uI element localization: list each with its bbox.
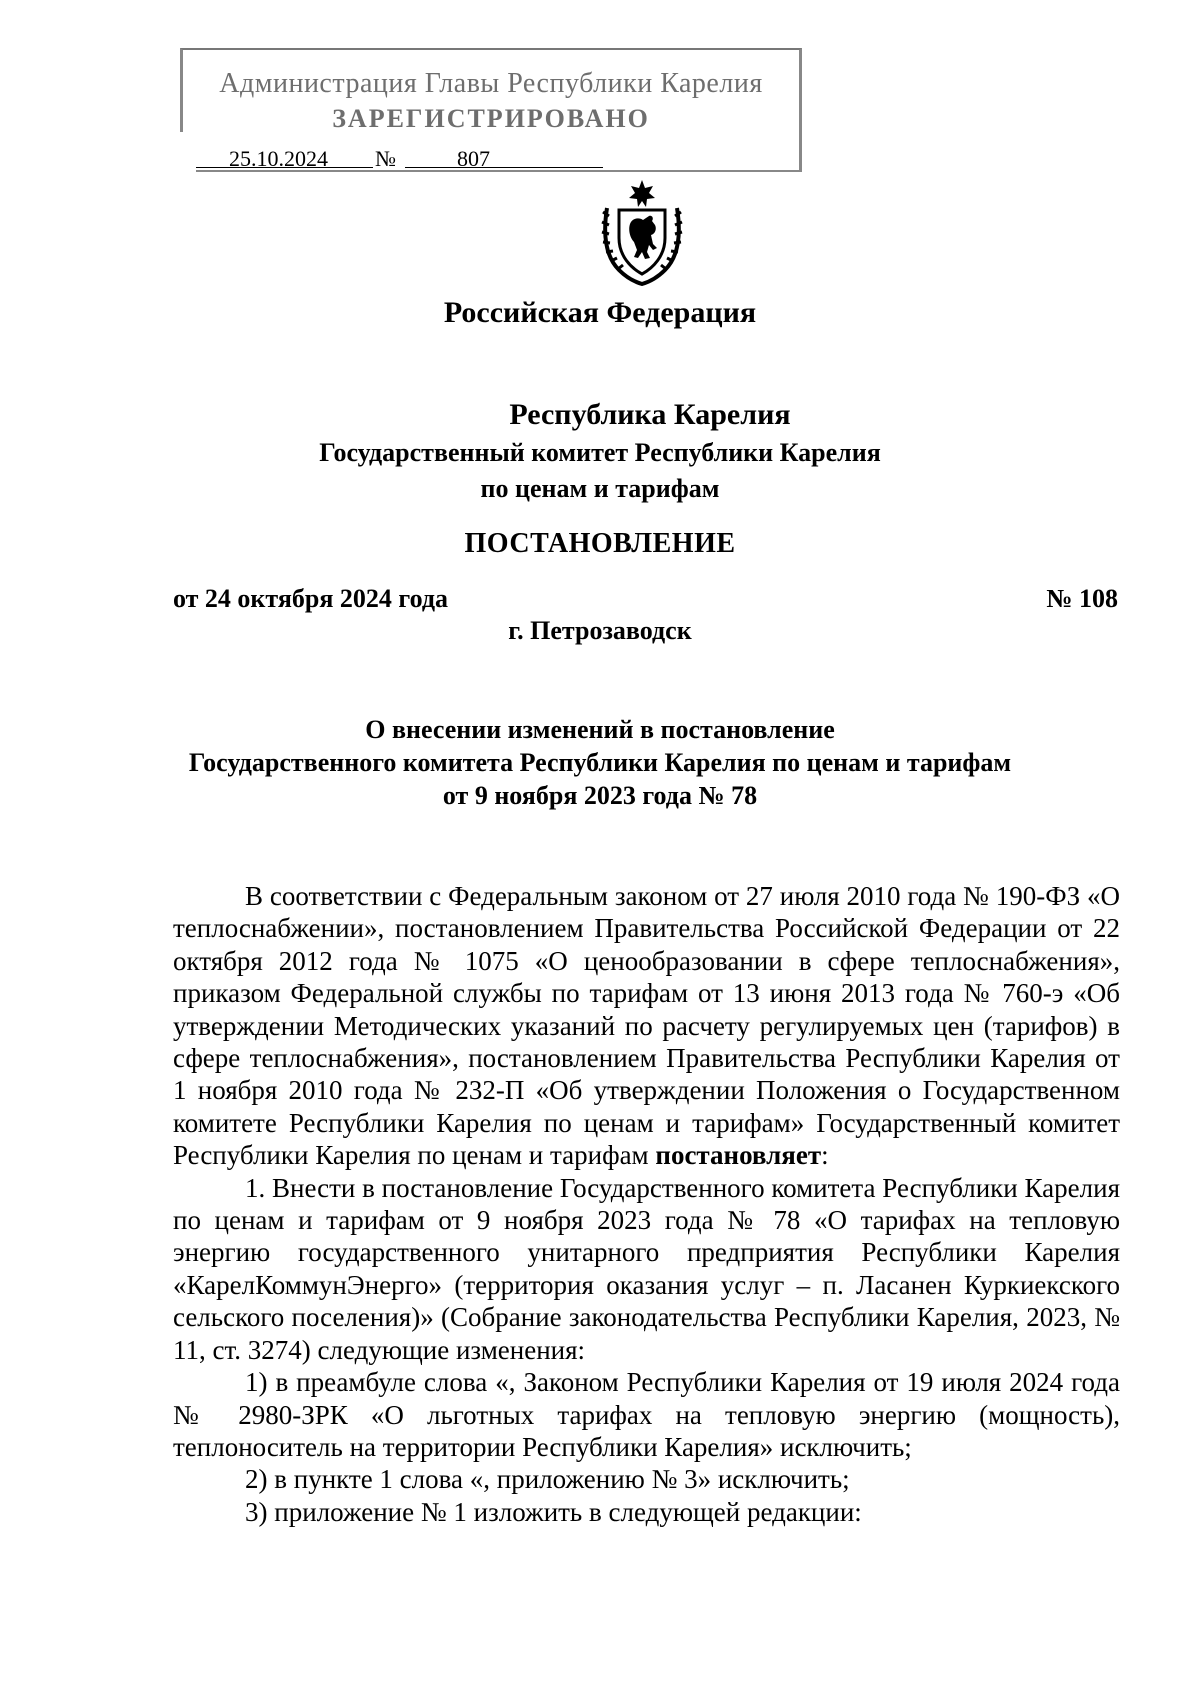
body-paragraph-item1: 1. Внести в постановление Государственного комитета Республики Карелия по ценам и тарифам от 9 ноября 2023 года № 78 «О тарифах на тепловую энергию государственного унитарного предприятия Республики Карелия «КарелКоммунЭнерго» (территория оказания услуг – п. Ласанен Куркиекского сельского поселения)» (Собрание законодательства Республики Карелия, 2023, № 11, ст. 3274) следующие изменения: bbox=[173, 1172, 1120, 1365]
body-paragraph-subitem3: 3) приложение № 1 изложить в следующей редакции: bbox=[245, 1496, 862, 1527]
body-paragraph-subitem1: 1) в преамбуле слова «, Законом Республики Карелия от 19 июля 2024 года № 2980-ЗРК «О льготных тарифах на тепловую энергию (мощность), теплоноситель на территории Республики Карелия» исключить; bbox=[173, 1367, 1120, 1462]
body-paragraph-subitem2: 2) в пункте 1 слова «, приложению № 3» исключить; bbox=[245, 1464, 850, 1495]
committee-heading-line1: Государственный комитет Республики Карелия bbox=[319, 438, 881, 467]
subject-line1: О внесении изменений в постановление bbox=[365, 715, 835, 744]
committee-heading-line2: по ценам и тарифам bbox=[480, 474, 720, 503]
stamp-number: 807 bbox=[457, 146, 490, 171]
republic-heading: Республика Карелия bbox=[509, 398, 791, 431]
stamp-status: ЗАРЕГИСТРИРОВАНО bbox=[332, 104, 650, 133]
subject-line3: от 9 ноября 2023 года № 78 bbox=[442, 781, 758, 810]
document-city: г. Петрозаводск bbox=[508, 616, 692, 645]
stamp-registration-line bbox=[183, 146, 603, 170]
karelia-emblem-icon bbox=[597, 178, 687, 286]
document-date: от 24 октября 2024 года bbox=[173, 584, 448, 613]
stamp-date: 25.10.2024 bbox=[229, 146, 328, 171]
country-heading: Российская Федерация bbox=[443, 296, 757, 329]
stamp-number-sign: № bbox=[375, 146, 396, 171]
registration-stamp bbox=[180, 48, 802, 172]
body-paragraph-preamble: В соответствии с Федеральным законом от 27 июля 2010 года № 190-ФЗ «О теплоснабжении», постановлением Правительства Российской Федерации от 22 октября 2012 года № 1075 «О ценообразовании в сфере теплоснабжения», приказом Федеральной службы по тарифам от 13 июня 2013 года № 760-э «Об утверждении Методических указаний по расчету регулируемых цен (тарифов) в сфере теплоснабжения», постановлением Правительства Республики Карелия от 1 ноября 2010 года № 232-П «Об утверждении Положения о Государственном комитете Республики Карелия по ценам и тарифам» Государственный комитет Республики Карелия по ценам и тарифам постановляет: bbox=[173, 881, 1120, 1171]
document-number: № 108 bbox=[1046, 584, 1118, 613]
subject-line2: Государственного комитета Республики Карелия по ценам и тарифам bbox=[188, 748, 1012, 777]
document-body bbox=[173, 880, 1120, 1528]
document-type-heading: ПОСТАНОВЛЕНИЕ bbox=[464, 528, 736, 559]
resolves-keyword: постановляет bbox=[655, 1140, 822, 1171]
stamp-title: Администрация Главы Республики Карелия bbox=[219, 68, 763, 99]
